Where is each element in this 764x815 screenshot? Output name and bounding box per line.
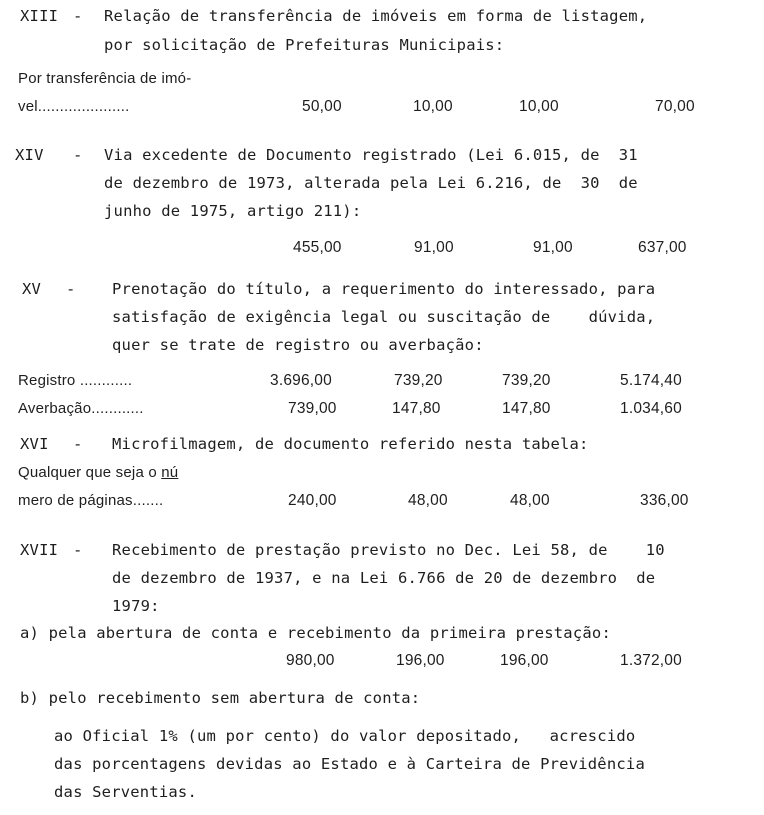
section-xiii-item-line2: vel..................... — [18, 98, 130, 115]
section-xvi-dash: - — [73, 435, 83, 453]
section-xiv-dash: - — [73, 146, 83, 164]
section-xv-dash: - — [66, 280, 76, 298]
section-xv-row1-value-4: 5.174,40 — [620, 372, 682, 389]
section-xvi-item-line1-a: Qualquer que seja o — [18, 464, 162, 481]
section-xvi-value-1: 240,00 — [288, 492, 337, 509]
section-xvi-value-4: 336,00 — [640, 492, 689, 509]
section-xiii-item-line1: Por transferência de imó- — [18, 70, 192, 87]
section-xiv-value-4: 637,00 — [638, 239, 687, 256]
section-xvii-item-a-value-2: 196,00 — [396, 652, 445, 669]
section-xiv-value-2: 91,00 — [414, 239, 454, 256]
section-xvii-text-line1: Recebimento de prestação previsto no Dec. Lei 58, de 10 — [112, 541, 665, 559]
section-xiii-dash: - — [73, 7, 83, 25]
section-xiii-text-line2: por solicitação de Prefeituras Municipais: — [104, 36, 505, 54]
section-xv-row2-value-3: 147,80 — [502, 400, 551, 417]
section-xv-text-line1: Prenotação do título, a requerimento do interessado, para — [112, 280, 656, 298]
section-xvi-number: XVI — [20, 435, 49, 453]
section-xv-row2-value-4: 1.034,60 — [620, 400, 682, 417]
section-xvii-item-b-text-line3: das Serventias. — [54, 783, 197, 801]
section-xv-row1-label: Registro ............ — [18, 372, 133, 389]
section-xvii-item-b-text-line1: ao Oficial 1% (um por cento) do valor depositado, acrescido — [54, 727, 636, 745]
section-xv-row1-value-3: 739,20 — [502, 372, 551, 389]
section-xiii-value-2: 10,00 — [413, 98, 453, 115]
section-xiii-number: XIII — [20, 7, 59, 25]
section-xv-number: XV — [22, 280, 42, 298]
section-xiii-value-1: 50,00 — [302, 98, 342, 115]
section-xiv-text-line1: Via excedente de Documento registrado (Lei 6.015, de 31 — [104, 146, 638, 164]
section-xv-row1-value-1: 3.696,00 — [270, 372, 332, 389]
section-xvii-item-b-text-line2: das porcentagens devidas ao Estado e à Carteira de Previdência — [54, 755, 645, 773]
section-xvi-item-line1 — [18, 463, 178, 483]
section-xiv-value-3: 91,00 — [533, 239, 573, 256]
section-xv-row2-value-1: 739,00 — [288, 400, 337, 417]
section-xvii-text-line2: de dezembro de 1937, e na Lei 6.766 de 20 de dezembro de — [112, 569, 656, 587]
section-xvii-dash: - — [73, 541, 83, 559]
section-xvii-item-a-label: a) pela abertura de conta e recebimento da primeira prestação: — [20, 624, 611, 642]
section-xv-row2-label: Averbação............ — [18, 400, 144, 417]
section-xiv-text-line3: junho de 1975, artigo 211): — [104, 202, 362, 220]
section-xv-text-line2: satisfação de exigência legal ou suscitação de dúvida, — [112, 308, 656, 326]
section-xvii-text-line3: 1979: — [112, 597, 160, 615]
section-xiii-value-4: 70,00 — [655, 98, 695, 115]
section-xvii-item-b-label: b) pelo recebimento sem abertura de conta: — [20, 689, 421, 707]
section-xvii-item-a-value-3: 196,00 — [500, 652, 549, 669]
section-xv-row1-value-2: 739,20 — [394, 372, 443, 389]
section-xvii-item-a-value-1: 980,00 — [286, 652, 335, 669]
section-xvii-item-a-value-4: 1.372,00 — [620, 652, 682, 669]
section-xvii-number: XVII — [20, 541, 59, 559]
section-xiv-number: XIV — [15, 146, 44, 164]
section-xvi-text-line1: Microfilmagem, de documento referido nesta tabela: — [112, 435, 589, 453]
section-xiv-value-1: 455,00 — [293, 239, 342, 256]
section-xvi-value-2: 48,00 — [408, 492, 448, 509]
section-xvi-item-line2: mero de páginas....... — [18, 492, 164, 509]
section-xv-row2-value-2: 147,80 — [392, 400, 441, 417]
section-xiii-value-3: 10,00 — [519, 98, 559, 115]
section-xiv-text-line2: de dezembro de 1973, alterada pela Lei 6.216, de 30 de — [104, 174, 638, 192]
section-xvi-item-line1-b: nú — [161, 464, 179, 481]
section-xv-text-line3: quer se trate de registro ou averbação: — [112, 336, 484, 354]
section-xvi-value-3: 48,00 — [510, 492, 550, 509]
section-xiii-text-line1: Relação de transferência de imóveis em forma de listagem, — [104, 7, 648, 25]
